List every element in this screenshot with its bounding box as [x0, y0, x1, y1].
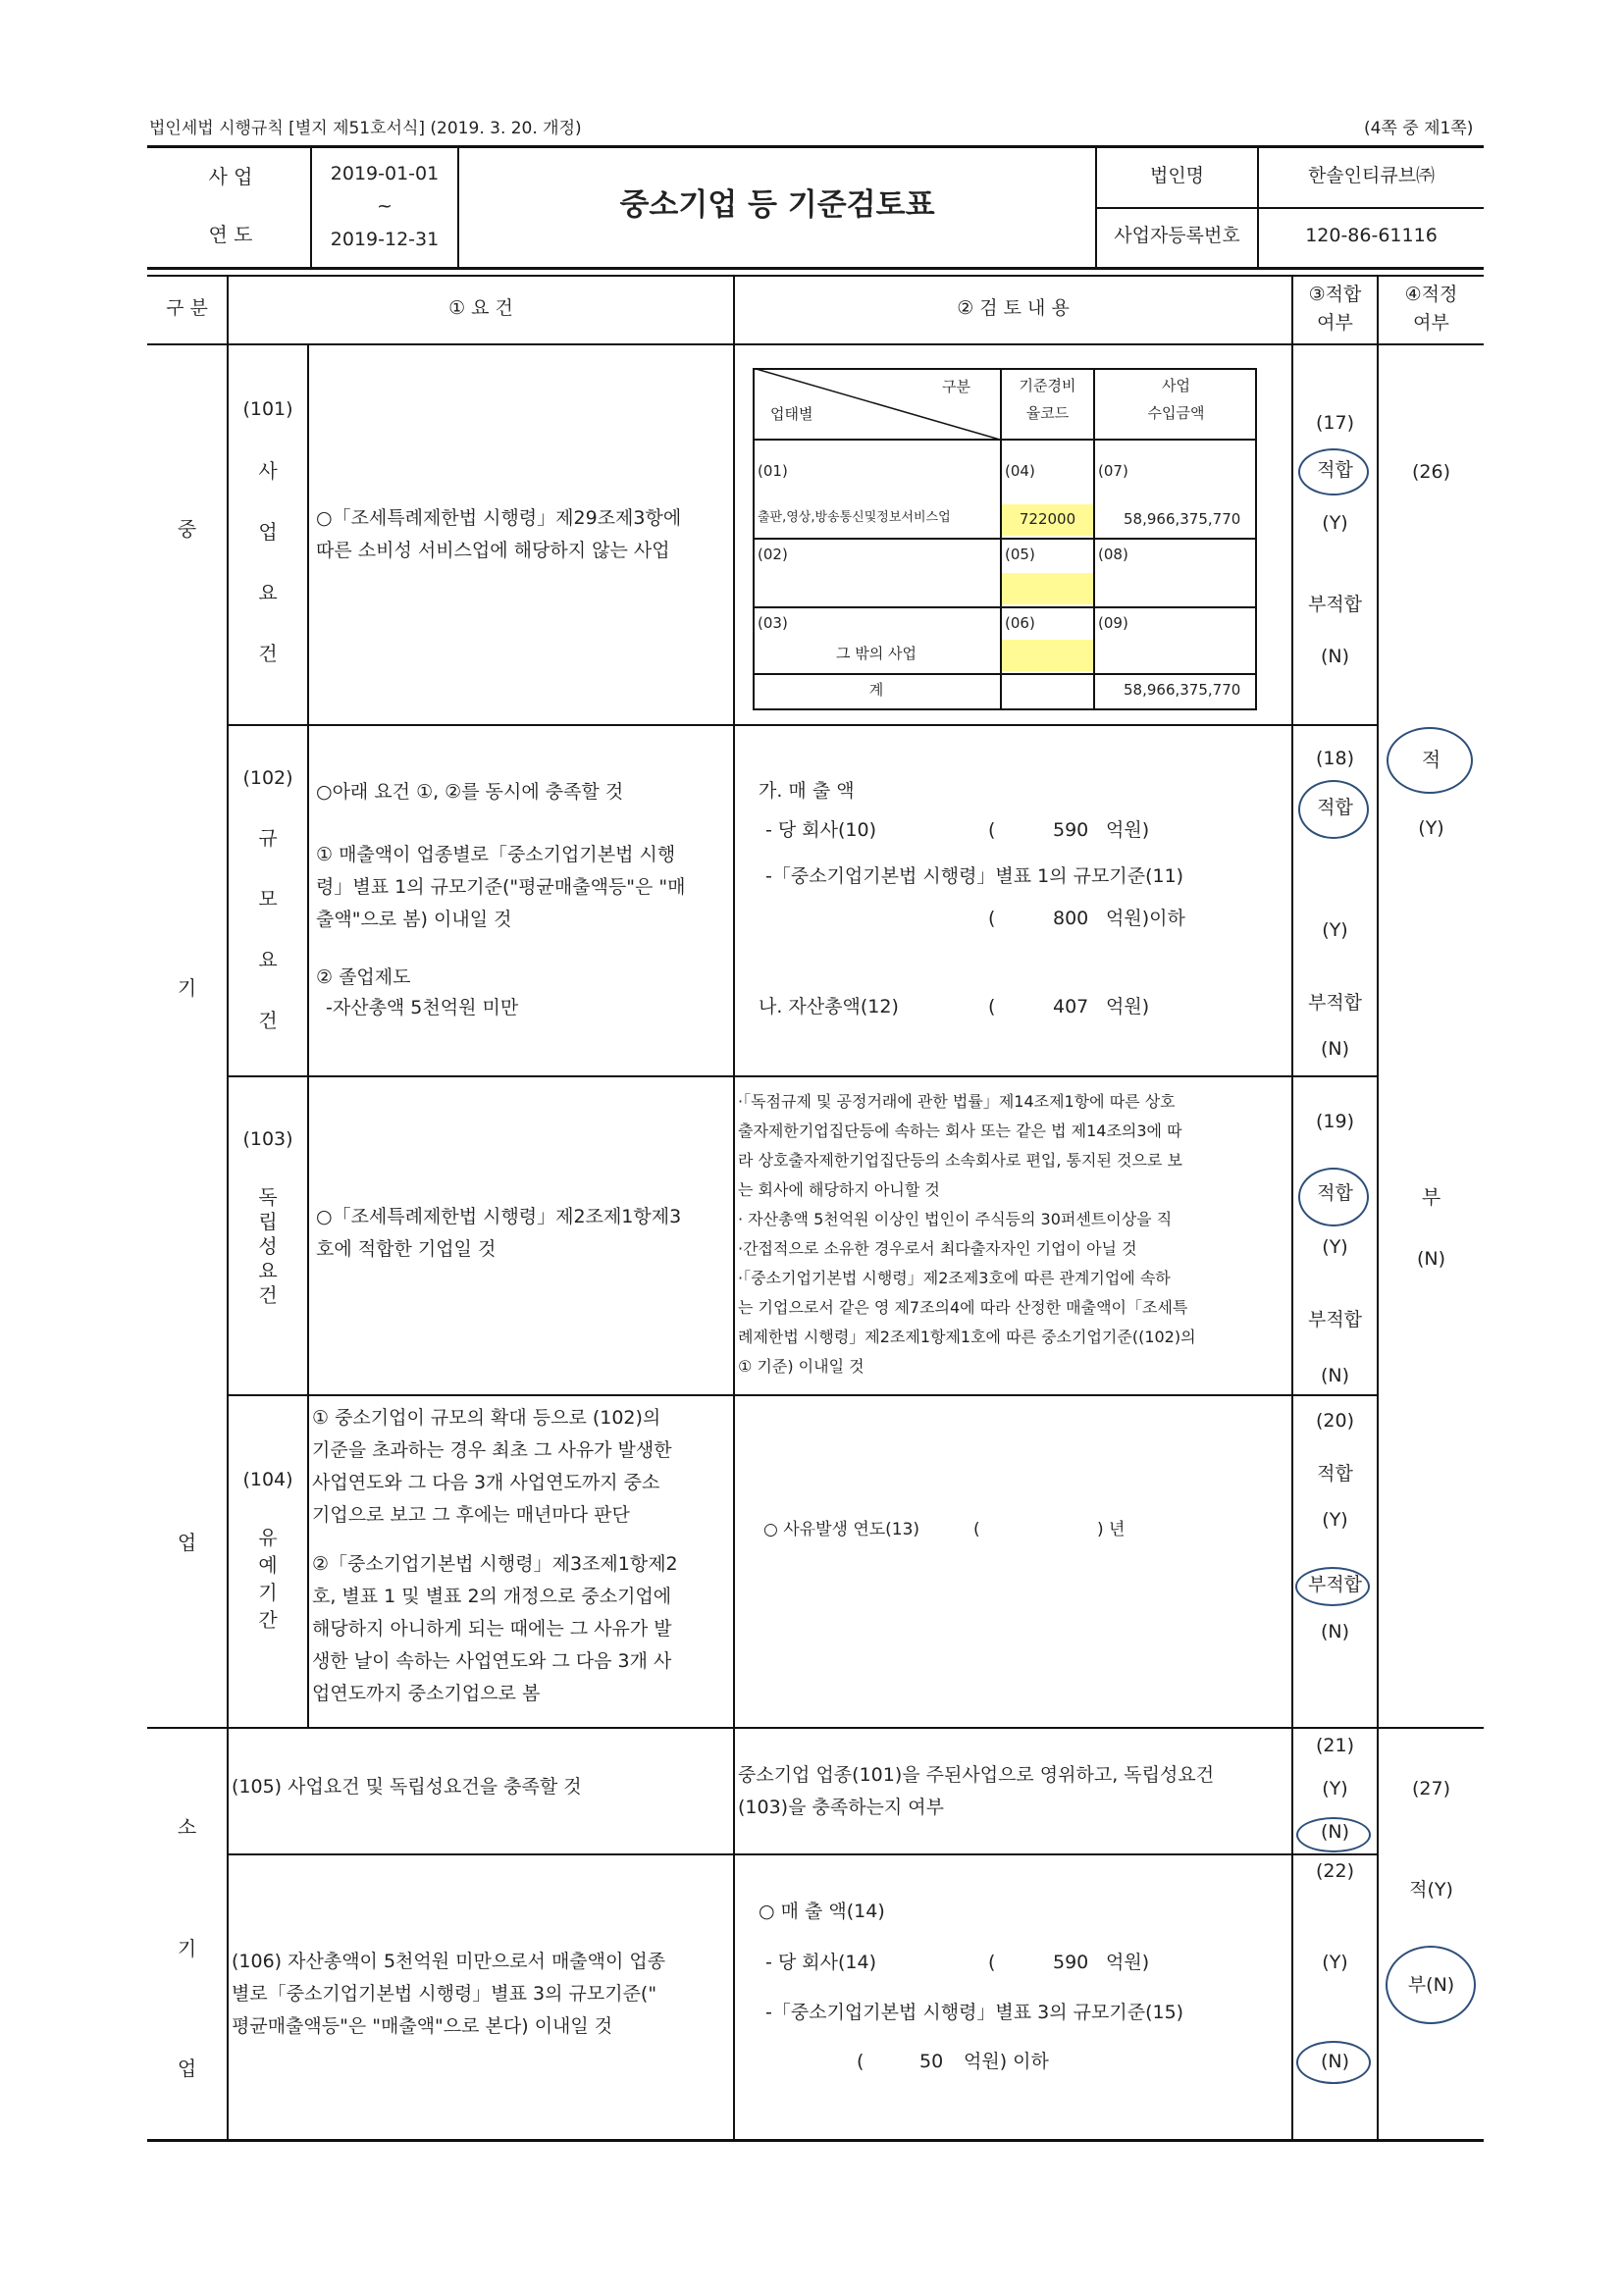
fit-code: (18) [1315, 748, 1354, 769]
row103-requirement [316, 1201, 681, 1266]
row102-req-4: -자산총액 5천억원 미만 [326, 997, 519, 1018]
page-info: (4쪽 중 제1쪽) [1364, 119, 1474, 138]
rev-standard-value: 800 [1053, 908, 1089, 929]
section-small-label-3: 업 [177, 2057, 197, 2080]
inner-header-industry: 업태별 [770, 405, 813, 423]
unit: 억원) 이하 [964, 2051, 1049, 2072]
fit-yes: 적합 [1317, 1463, 1353, 1485]
fit-y: (Y) [1322, 1509, 1348, 1531]
rev-company-label: - 당 회사(14) [765, 1952, 876, 1973]
reg-no-label: 사업자등록번호 [1114, 225, 1240, 246]
section-small-label-2: 기 [177, 1937, 197, 1960]
industry-amount: 58,966,375,770 [1124, 510, 1241, 528]
fit-y: (Y) [1322, 1236, 1348, 1258]
col4-y: (Y) [1418, 817, 1444, 839]
industry-code: 722000 [1019, 510, 1076, 528]
requirement-line: 령」별표 1의 규모기준("평균매출액등"은 "매 [316, 876, 686, 898]
requirement-line: ②「중소기업기본법 시행령」제3조제1항제2 [312, 1553, 678, 1575]
requirement-line: (106) 자산총액이 5천억원 미만으로서 매출액이 업종 [232, 1951, 666, 1972]
row101-code: (101) [242, 398, 293, 420]
col-header-category: 구 분 [166, 297, 208, 319]
row101-requirement [316, 502, 681, 567]
requirement-line: 평균매출액등"은 "매출액"으로 본다) 이내일 것 [232, 2015, 613, 2037]
row102-code: (102) [242, 767, 293, 789]
inner-header-income-2: 수입금액 [1147, 404, 1205, 422]
rev-reason-year-label: ○ 사유발생 연도(13) [763, 1520, 920, 1539]
law-reference: 법인세법 시행규칙 [별지 제51호서식] (2019. 3. 20. 개정) [149, 119, 582, 138]
col4-no: 부(N) [1407, 1974, 1455, 1996]
review-line: 는 회사에 해당하지 아니할 것 [738, 1180, 940, 1199]
fit-n: (N) [1320, 1038, 1350, 1060]
row102-req-1: ○아래 요건 ①, ②를 동시에 충족할 것 [316, 781, 624, 803]
inner-header-income-1: 사업 [1162, 377, 1190, 394]
paren-open: ( [973, 1520, 980, 1539]
fit-y: (Y) [1322, 512, 1348, 534]
fit-no: 부적합 [1307, 594, 1363, 615]
cell-label: (06) [1005, 614, 1035, 632]
requirement-line: 호, 별표 1 및 별표 2의 개정으로 중소기업에 [312, 1586, 672, 1607]
requirement-line: 생한 날이 속하는 사업연도와 그 다음 3개 사 [312, 1650, 672, 1672]
row103-code: (103) [242, 1128, 293, 1150]
inner-header-gubun: 구분 [942, 378, 970, 395]
rev-standard-label: -「중소기업기본법 시행령」별표 3의 규모기준(15) [765, 2002, 1184, 2023]
rev-company-value: 590 [1053, 819, 1089, 841]
cell-label: (07) [1098, 462, 1128, 480]
unit: ) 년 [1097, 1520, 1126, 1539]
fit-yes: 적합 [1317, 797, 1353, 818]
paren-open: ( [857, 2051, 864, 2072]
col4-n: (N) [1416, 1248, 1446, 1270]
requirement-line: 기준을 초과하는 경우 최초 그 사유가 발생한 [312, 1439, 672, 1461]
cell-label: (04) [1005, 462, 1035, 480]
rev-standard-label: -「중소기업기본법 시행령」별표 1의 규모기준(11) [765, 865, 1184, 887]
fit-no: 부적합 [1307, 992, 1363, 1014]
rev-standard-value: 50 [919, 2051, 944, 2072]
fit-n: (N) [1320, 1621, 1350, 1642]
review-line: ·간접적으로 소유한 경우로서 최다출자자인 기업이 아닐 것 [738, 1239, 1137, 1258]
row103-name-char: 건 [258, 1283, 278, 1307]
row106-requirement [232, 1946, 665, 2043]
paren-open: ( [988, 819, 996, 841]
col-header-fit3-b: 여부 [1317, 312, 1353, 334]
period-label-2: 연 도 [208, 223, 253, 246]
unit: 억원) [1106, 1952, 1150, 1973]
period-tilde: ~ [377, 195, 393, 217]
corp-name-label: 법인명 [1149, 165, 1205, 186]
row102-name-char: 건 [258, 1009, 278, 1032]
fit-y: (Y) [1322, 1778, 1348, 1799]
row104-name-char: 유 [258, 1526, 278, 1549]
row105-review [738, 1759, 1214, 1824]
selection-circle [1296, 2041, 1371, 2084]
fit-no: 부적합 [1307, 1574, 1363, 1595]
fit-y: (Y) [1322, 919, 1348, 941]
row103-review [738, 1087, 1196, 1382]
review-line: ·「독점규제 및 공정거래에 관한 법률」제14조제1항에 따른 상호 [738, 1092, 1176, 1111]
col-header-fit4-a: ④적정 [1404, 284, 1458, 305]
requirement-line: ① 매출액이 업종별로「중소기업기본법 시행 [316, 844, 676, 865]
row103-name-char: 요 [258, 1259, 278, 1282]
period-start: 2019-01-01 [330, 163, 440, 184]
row103-name-char: 독 [258, 1185, 278, 1209]
review-line: 례제한법 시행령」제2조제1항제1호에 따른 중소기업기준((102)의 [738, 1328, 1196, 1346]
cell-label: (03) [758, 614, 788, 632]
row102-name-char: 요 [258, 948, 278, 971]
total-amount: 58,966,375,770 [1124, 681, 1241, 699]
review-line: 중소기업 업종(101)을 주된사업으로 영위하고, 독립성요건 [738, 1764, 1215, 1786]
col4-code: (27) [1411, 1778, 1450, 1799]
selection-circle [1298, 1168, 1369, 1226]
row103-name-char: 성 [258, 1234, 278, 1258]
selection-circle [1386, 1946, 1476, 2024]
row104-req-1 [312, 1402, 672, 1532]
fit-no: 부적합 [1307, 1309, 1363, 1330]
row102-name-char: 모 [258, 887, 278, 911]
unit: 억원)이하 [1106, 908, 1185, 929]
total-label: 계 [868, 681, 884, 699]
fit-yes: 적합 [1317, 459, 1353, 481]
section-sme-label-2: 기 [177, 976, 197, 1000]
col-header-fit3-a: ③적합 [1308, 284, 1362, 305]
cell-label: (05) [1005, 546, 1035, 563]
requirement-line: 따른 소비성 서비스업에 해당하지 않는 사업 [316, 540, 670, 561]
period-end: 2019-12-31 [330, 229, 440, 250]
reg-no: 120-86-61116 [1305, 225, 1438, 246]
requirement-line: ○「조세특례제한법 시행령」제2조제1항제3 [316, 1206, 682, 1227]
row104-req-2 [312, 1548, 678, 1710]
fit-yes: 적합 [1317, 1182, 1353, 1204]
requirement-line: 해당하지 아니하게 되는 때에는 그 사유가 발 [312, 1618, 672, 1640]
selection-circle [1298, 780, 1369, 839]
col4-code: (26) [1411, 461, 1450, 483]
requirement-line: 호에 적합한 기업일 것 [316, 1238, 497, 1260]
requirement-line: 출액"으로 봄) 이내일 것 [316, 909, 512, 930]
row101-name-char: 업 [258, 520, 278, 544]
requirement-line: ① 중소기업이 규모의 확대 등으로 (102)의 [312, 1407, 661, 1429]
cell-label: (08) [1098, 546, 1128, 563]
selection-circle [1295, 1567, 1370, 1606]
review-line: ① 기준) 이내일 것 [738, 1357, 864, 1376]
col4-yes: 적(Y) [1409, 1879, 1453, 1901]
col-header-requirement: ① 요 건 [448, 297, 513, 319]
review-line: 라 상호출자제한기업집단등의 소속회사로 편입, 통지된 것으로 보 [738, 1151, 1182, 1170]
requirement-line: 별로「중소기업기본법 시행령」별표 3의 규모기준(" [232, 1983, 657, 2005]
corp-name: 한솔인티큐브㈜ [1307, 165, 1436, 186]
col4-mark-no: 부 [1421, 1185, 1441, 1209]
paren-open: ( [988, 908, 996, 929]
col-header-fit4-b: 여부 [1413, 312, 1449, 334]
page-title: 중소기업 등 기준검토표 [619, 187, 935, 223]
cell-label: (02) [758, 546, 788, 563]
review-line: 는 기업으로서 같은 영 제7조의4에 따라 산정한 매출액이「조세특 [738, 1298, 1188, 1317]
requirement-line: ○「조세특례제한법 시행령」제29조제3항에 [316, 507, 682, 529]
unit: 억원) [1106, 996, 1150, 1017]
fit-code: (22) [1315, 1860, 1354, 1882]
requirement-line: 기업으로 보고 그 후에는 매년마다 판단 [312, 1504, 630, 1526]
period-label-1: 사 업 [208, 165, 253, 188]
row102-req-2 [316, 839, 686, 936]
row101-name-char: 요 [258, 581, 278, 604]
industry-name: 그 밖의 사업 [836, 645, 917, 662]
unit: 억원) [1106, 819, 1150, 841]
row102-req-3: ② 졸업제도 [316, 966, 411, 988]
selection-circle [1296, 1817, 1371, 1852]
fit-code: (19) [1315, 1111, 1354, 1132]
selection-circle [1298, 448, 1369, 495]
fit-code: (17) [1315, 412, 1354, 434]
row104-name-char: 예 [258, 1553, 278, 1577]
rev-company-value: 590 [1053, 1952, 1089, 1973]
paren-open: ( [988, 1952, 996, 1973]
row101-name-char: 건 [258, 642, 278, 665]
rev-assets-label: 나. 자산총액(12) [759, 996, 899, 1017]
col4-mark-yes: 적 [1421, 748, 1441, 771]
rev-company-label: - 당 회사(10) [765, 819, 876, 841]
fit-n: (N) [1320, 646, 1350, 667]
review-line: 출자제한기업집단등에 속하는 회사 또는 같은 법 제14조의3에 따 [738, 1121, 1182, 1140]
inner-header-code-1: 기준경비 [1019, 377, 1076, 394]
row102-name-char: 규 [258, 826, 278, 850]
row104-name-char: 간 [258, 1608, 278, 1632]
row101-name-char: 사 [258, 459, 278, 483]
requirement-line: 업연도까지 중소기업으로 봄 [312, 1683, 541, 1704]
fit-n: (N) [1320, 2051, 1350, 2072]
review-line: ·「중소기업기본법 시행령」제2조제3호에 따른 관계기업에 속하 [738, 1269, 1171, 1287]
rev-sales-label: ○ 매 출 액(14) [759, 1901, 885, 1922]
fit-n: (N) [1320, 1821, 1350, 1843]
row104-name-char: 기 [258, 1581, 278, 1604]
row105-requirement: (105) 사업요건 및 독립성요건을 충족할 것 [232, 1776, 582, 1798]
cell-label: (09) [1098, 614, 1128, 632]
paren-open: ( [988, 996, 996, 1017]
fit-code: (21) [1315, 1735, 1354, 1756]
col-header-review: ② 검 토 내 용 [957, 297, 1070, 319]
rev-assets-value: 407 [1053, 996, 1089, 1017]
industry-name: 출판,영상,방송통신및정보서비스업 [758, 510, 951, 525]
section-sme-label-1: 중 [177, 517, 197, 541]
requirement-line: 사업연도와 그 다음 3개 사업연도까지 중소 [312, 1472, 660, 1493]
section-small-label-1: 소 [177, 1815, 197, 1839]
inner-header-code-2: 율코드 [1025, 404, 1070, 422]
row103-name-char: 립 [258, 1210, 278, 1233]
section-sme-label-3: 업 [177, 1531, 197, 1554]
rev-sales-label: 가. 매 출 액 [759, 780, 855, 802]
row104-code: (104) [242, 1469, 293, 1490]
fit-n: (N) [1320, 1365, 1350, 1386]
fit-y: (Y) [1322, 1952, 1348, 1973]
review-line: (103)을 충족하는지 여부 [738, 1797, 945, 1818]
fit-code: (20) [1315, 1410, 1354, 1432]
review-line: · 자산총액 5천억원 이상인 법인이 주식등의 30퍼센트이상을 직 [738, 1210, 1173, 1228]
cell-label: (01) [758, 462, 788, 480]
